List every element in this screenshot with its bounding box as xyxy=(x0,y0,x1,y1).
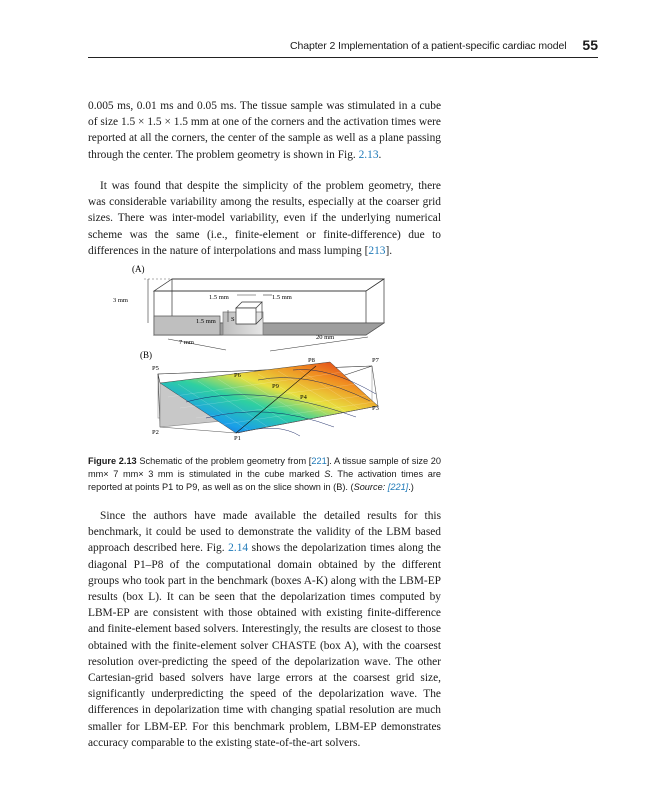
point-p9-label: P9 xyxy=(272,383,279,390)
panel-a-label: (A) xyxy=(132,264,145,274)
page-number: 55 xyxy=(582,37,598,53)
chapter-title: Chapter 2 Implementation of a patient-specific cardiac model xyxy=(290,40,567,52)
point-p7-label: P7 xyxy=(372,357,379,364)
figure-caption: Figure 2.13 Schematic of the problem geometry from [221]. A tissue sample of size 20 mm× 7 mm× 3 mm is stimulated in the cube marked S. The activation times are reported at points P1 to P9, as well as on the slice shown in (B). (Source: [221].) xyxy=(88,456,441,492)
point-p1-label: P1 xyxy=(234,435,241,442)
panel-b-box xyxy=(158,362,378,436)
fig-ref-2-13[interactable]: 2.13 xyxy=(358,148,379,161)
dim-1-5mm-a: 1.5 mm xyxy=(209,294,229,301)
dim-1-5mm-c: 1.5 mm xyxy=(196,318,216,325)
point-p8-label: P8 xyxy=(308,357,315,364)
source-citation[interactable]: [221] xyxy=(387,482,409,492)
dim-s: S xyxy=(231,316,235,323)
paragraph-2: It was found that despite the simplicity of the problem geometry, there was considerable variability among the results, especially at the coarser grid sizes. There was inter-model variability, even if the underlying numerical scheme was the same (i.e., finite-element or finite-difference) due to differences in the nature of interpolations and mass lumping [213]. xyxy=(88,180,441,257)
header-rule xyxy=(88,57,598,58)
panel-b-label: (B) xyxy=(140,350,152,360)
point-p6-label: P6 xyxy=(234,372,241,379)
figure-graphic xyxy=(88,262,444,450)
dim-1-5mm-b: 1.5 mm xyxy=(272,294,292,301)
point-p2-label: P2 xyxy=(152,429,159,436)
point-p5-label: P5 xyxy=(152,365,159,372)
dim-20mm: 20 mm xyxy=(316,334,335,341)
dim-7mm: 7 mm xyxy=(179,339,194,346)
figure-2-13 xyxy=(88,262,444,450)
point-p3-label: P3 xyxy=(372,405,379,412)
dim-3mm: 3 mm xyxy=(113,297,128,304)
citation-221[interactable]: 221 xyxy=(311,456,327,466)
paragraph-1: 0.005 ms, 0.01 ms and 0.05 ms. The tissue sample was stimulated in a cube of size 1.5 × 1.5 × 1.5 mm at one of the corners and the activation times were reported at all the corners, the center of the sample as well as a plane passing through the center. The problem geometry is shown in Fig. 2.13. xyxy=(88,100,441,161)
fig-ref-2-14[interactable]: 2.14 xyxy=(228,542,249,555)
citation-213[interactable]: 213 xyxy=(368,244,386,257)
point-p4-label: P4 xyxy=(300,394,307,401)
running-header xyxy=(290,38,598,56)
figure-label: Figure 2.13 xyxy=(88,456,137,466)
paragraph-3: Since the authors have made available the detailed results for this benchmark, it could be used to demonstrate the validity of the LBM based approach described here. Fig. 2.14 shows the depolarization times along the diagonal P1–P8 of the computational domain obtained by the different groups who took part in the benchmark (boxes A-K) along with the LBM-EP results (box L). It can be seen that the depolarization times computed by LBM-EP are consistent with those obtained with existing finite-difference and finite-element based solvers. Interestingly, the results are closest to those obtained with the finite-element solver CHASTE (box A), with the coarsest resolution over-predicting the speed of the depolarization wave. The other Cartesian-grid based solvers have large errors at the coarsest grid size, significantly underpredicting the speed of the depolarization wave. The differences in depolarization time with changing spatial resolution are much smaller for LBM-EP. For this benchmark problem, LBM-EP demonstrates accuracy comparable to the existing state-of-the-art solvers. xyxy=(88,510,441,749)
